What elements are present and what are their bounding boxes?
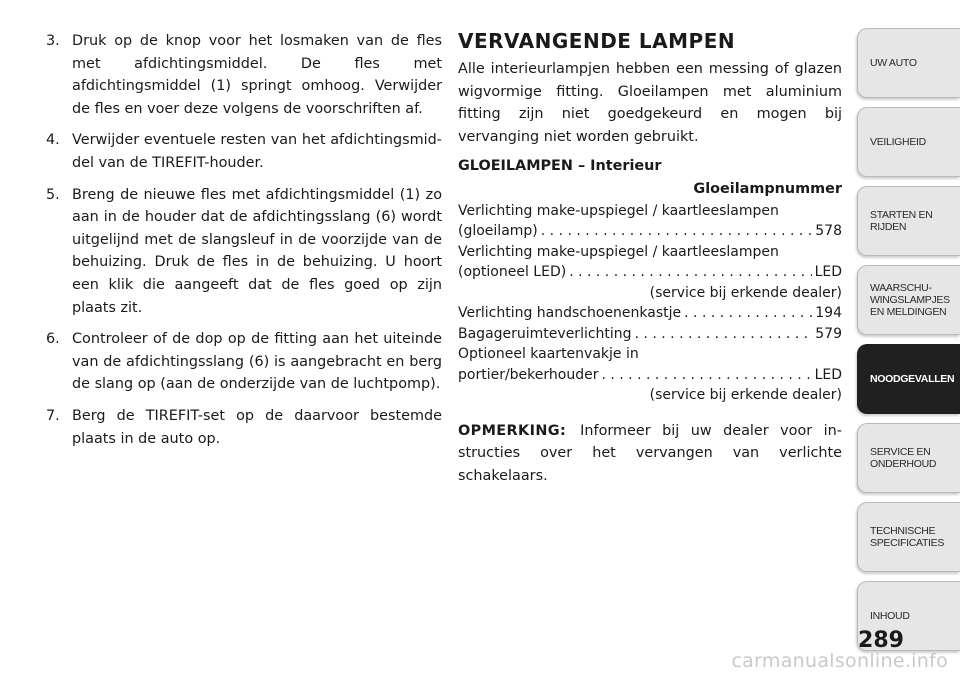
- bulb-section: [458, 28, 842, 487]
- note-paragraph: [458, 420, 842, 488]
- bulb-name: (gloeilamp): [458, 223, 538, 240]
- note-label: OPMERKING:: [458, 422, 567, 439]
- tab-waarschuwingslampjes[interactable]: [857, 265, 960, 335]
- tab-uw-auto[interactable]: [857, 28, 960, 98]
- dot-leader: [541, 221, 813, 242]
- step-text: Controleer of de dop op de fitting aan het uiteinde van de afdichtingsslang (6) is aangebracht en berg de slang op (aan de onderzijde van de luchtpomp).: [72, 331, 442, 393]
- bulb-row: [458, 242, 842, 304]
- step-number: 6.: [46, 331, 60, 348]
- note-text: Informeer bij uw dealer voor in-structies over het vervangen van verlichte schakelaars.: [458, 422, 842, 484]
- step-item: [46, 405, 442, 450]
- step-text: Breng de nieuwe fles met afdichtingsmiddel (1) zo aan in de houder dat de afdichtingsslang (6) wordt uitgelijnd met de slangsleuf in de voorzijde van de behuizing. Druk de fles in de behuizing. U hoort een klik die aangeeft dat de fles goed op zijn plaats zit.: [72, 186, 442, 316]
- step-item: [46, 184, 442, 320]
- tab-label: NOODGEVALLEN: [870, 373, 955, 385]
- bulb-line: [458, 221, 842, 242]
- bulb-line: [458, 262, 842, 283]
- bulb-number: 194: [815, 305, 842, 322]
- bulb-label: Verlichting make-upspiegel / kaartleeslampen: [458, 243, 779, 260]
- tab-technische-specificaties[interactable]: [857, 502, 960, 572]
- bulb-label: Verlichting make-upspiegel / kaartleeslampen: [458, 202, 779, 219]
- step-item: [46, 30, 442, 120]
- tab-label: INHOUD: [870, 610, 910, 622]
- bulb-note: (service bij erkende dealer): [649, 284, 842, 301]
- step-number: 4.: [46, 132, 60, 149]
- section-title: VERVANGENDE LAMPEN: [458, 29, 736, 53]
- dot-leader: [635, 324, 813, 345]
- dot-leader: [569, 262, 811, 283]
- bulb-row: [458, 303, 842, 324]
- bulb-number-column-header: Gloeilampnummer: [693, 180, 842, 197]
- tab-noodgevallen[interactable]: [857, 344, 960, 414]
- page-number: 289: [858, 628, 904, 653]
- instruction-steps: [46, 30, 442, 459]
- bulb-note: (service bij erkende dealer): [649, 387, 842, 404]
- bulb-row: [458, 344, 842, 406]
- step-number: 7.: [46, 407, 60, 424]
- tab-label: WAARSCHU- WINGSLAMPJES EN MELDINGEN: [870, 282, 950, 318]
- tab-label: VEILIGHEID: [870, 136, 926, 148]
- bulb-line: [458, 365, 842, 386]
- section-intro: Alle interieurlampjen hebben een messing of glazen wigvormige fitting. Gloeilampen met aluminium fitting zijn niet goedgekeurd en mogen bij vervanging niet worden gebruikt.: [458, 61, 842, 145]
- bulb-table-title: GLOEILAMPEN – Interieur: [458, 158, 662, 175]
- tab-label: STARTEN EN RIJDEN: [870, 209, 933, 233]
- step-item: [46, 328, 442, 396]
- bulb-table: [458, 201, 842, 406]
- bulb-number: 579: [815, 325, 842, 342]
- bulb-name: (optioneel LED): [458, 264, 567, 281]
- dot-leader: [601, 365, 811, 386]
- bulb-number: LED: [814, 264, 842, 281]
- step-item: [46, 129, 442, 174]
- tab-service-en-onderhoud[interactable]: [857, 423, 960, 493]
- bulb-number: LED: [814, 366, 842, 383]
- step-number: 3.: [46, 33, 60, 49]
- bulb-line: [458, 324, 842, 345]
- bulb-line: [458, 303, 842, 324]
- step-number: 5.: [46, 186, 60, 203]
- bulb-number: 578: [815, 223, 842, 240]
- tab-starten-en-rijden[interactable]: [857, 186, 960, 256]
- step-text: Verwijder eventuele resten van het afdichtingsmid-del van de TIREFIT-houder.: [72, 132, 442, 171]
- step-text: Berg de TIREFIT-set op de daarvoor bestemde plaats in de auto op.: [72, 407, 442, 447]
- tab-label: UW AUTO: [870, 57, 917, 69]
- bulb-label: Optioneel kaartenvakje in: [458, 346, 639, 363]
- step-text: Druk op de knop voor het losmaken van de fles met afdichtingsmiddel. De fles met afdichtingsmiddel (1) springt omhoog. Verwijder de fles en voer deze volgens de voorschriften af.: [72, 33, 442, 117]
- bulb-row: [458, 324, 842, 345]
- bulb-row: [458, 201, 842, 242]
- tab-label: SERVICE EN ONDERHOUD: [870, 446, 937, 470]
- chapter-tabs: [857, 28, 960, 660]
- tab-label: TECHNISCHE SPECIFICATIES: [870, 525, 945, 549]
- dot-leader: [684, 303, 812, 324]
- tab-veiligheid[interactable]: [857, 107, 960, 177]
- watermark: carmanualsonline.info: [731, 650, 948, 672]
- bulb-name: Verlichting handschoenenkastje: [458, 305, 682, 322]
- bulb-name: Bagageruimteverlichting: [458, 325, 632, 342]
- bulb-name: portier/bekerhouder: [458, 366, 599, 383]
